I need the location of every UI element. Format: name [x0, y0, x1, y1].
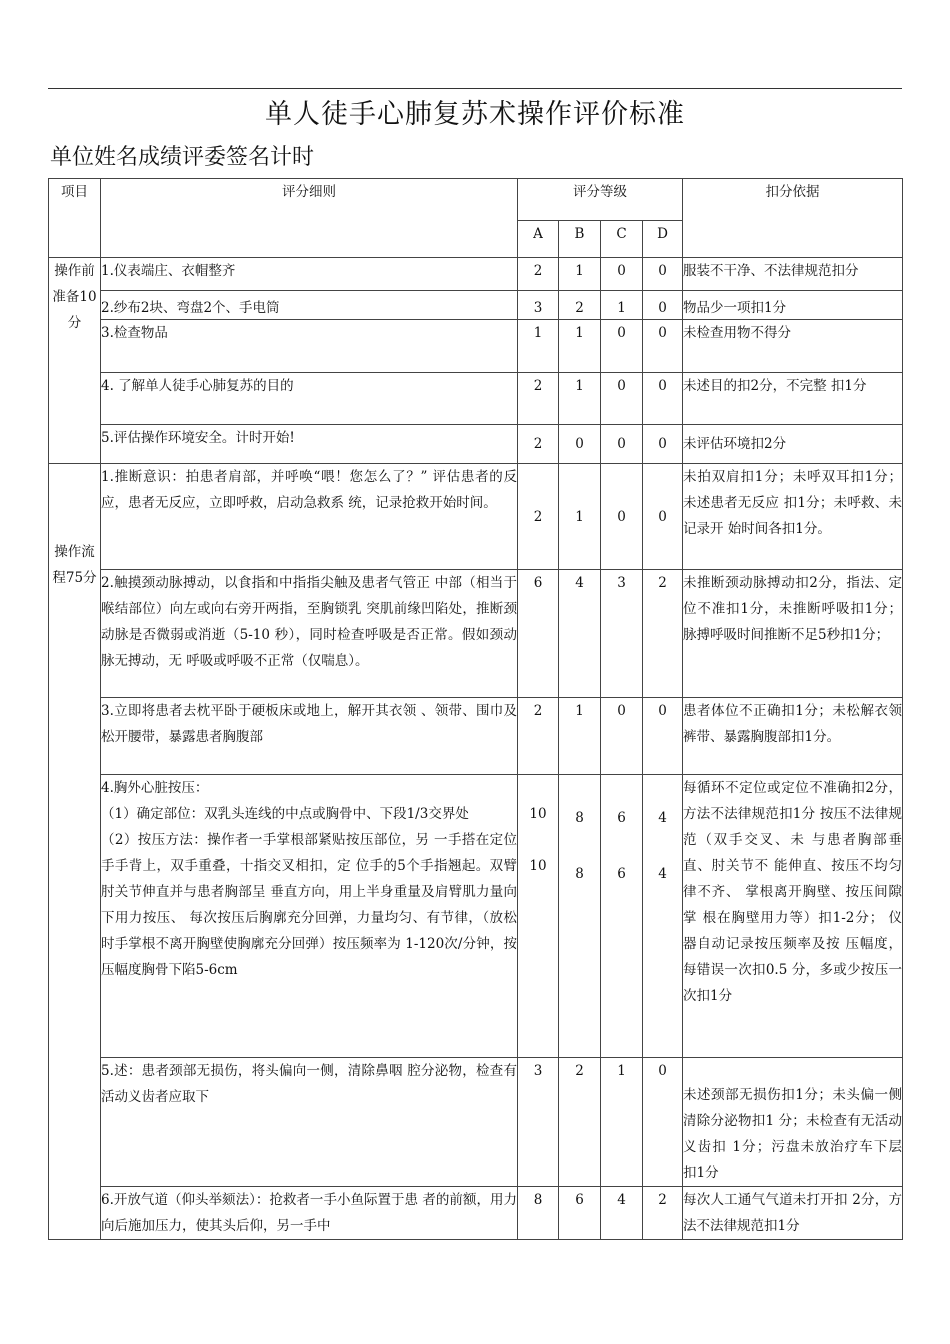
basis-text: 未述颈部无损伤扣1分；未头偏一侧清除分泌物扣1 分；未检查有无活动义齿扣 1分；污盘未放治疗车下层 扣1分 [683, 1058, 903, 1187]
score-d: 0 [643, 464, 683, 570]
score-b: 1 [559, 464, 601, 570]
item-text: 6.开放气道（仰头举颏法）：抢救者一手小鱼际置于患 者的前额，用力向后施加压力，使其头后仰，另一手中 [101, 1187, 518, 1240]
score-value: 4 [658, 866, 667, 882]
basis-text: 未评估环境扣2分 [683, 425, 903, 464]
score-value: 6 [617, 810, 626, 826]
score-b: 1 [559, 258, 601, 291]
score-a: 2 [518, 373, 559, 425]
item-text: 1.仪表端庄、衣帽整齐 [101, 258, 518, 291]
score-a [518, 775, 559, 1058]
score-d: 0 [643, 373, 683, 425]
score-b: 2 [559, 1058, 601, 1187]
score-b: 0 [559, 425, 601, 464]
grade-b: B [559, 221, 601, 258]
table-row [49, 425, 903, 464]
score-a: 6 [518, 570, 559, 698]
score-value: 8 [575, 866, 584, 882]
table-row [49, 320, 903, 373]
score-a: 8 [518, 1187, 559, 1240]
category-preparation: 操作前准备10分 [49, 258, 101, 464]
score-c: 1 [601, 1058, 643, 1187]
document-subtitle: 单位姓名成绩评委签名计时 [50, 145, 315, 170]
score-c: 0 [601, 320, 643, 373]
item-text: 2.纱布2块、弯盘2个、手电筒 [101, 291, 518, 320]
table-row [49, 698, 903, 775]
score-a: 3 [518, 1058, 559, 1187]
grade-c: C [601, 221, 643, 258]
score-b: 6 [559, 1187, 601, 1240]
header-basis: 扣分依据 [683, 179, 903, 258]
score-d: 0 [643, 698, 683, 775]
header-row [49, 179, 903, 221]
table-row [49, 570, 903, 698]
header-detail: 评分细则 [101, 179, 518, 258]
document-title: 单人徒手心肺复苏术操作评价标准 [265, 99, 685, 130]
score-b: 2 [559, 291, 601, 320]
table-row [49, 1187, 903, 1240]
basis-text: 未检查用物不得分 [683, 320, 903, 373]
score-a: 2 [518, 698, 559, 775]
score-b: 1 [559, 320, 601, 373]
table-row [49, 373, 903, 425]
score-c: 0 [601, 464, 643, 570]
score-d: 0 [643, 291, 683, 320]
score-a: 2 [518, 425, 559, 464]
score-d: 0 [643, 258, 683, 291]
item-text: 5.评估操作环境安全。计时开始! [101, 425, 518, 464]
top-rule [48, 88, 902, 89]
score-c: 0 [601, 425, 643, 464]
table-row [49, 1058, 903, 1187]
score-a: 1 [518, 320, 559, 373]
grade-d: D [643, 221, 683, 258]
table-row [49, 464, 903, 570]
score-d [643, 775, 683, 1058]
basis-text: 未述目的扣2分，不完整 扣1分 [683, 373, 903, 425]
item-text: 5.述：患者颈部无损伤，将头偏向一侧，清除鼻咽 腔分泌物，检查有活动义齿者应取下 [101, 1058, 518, 1187]
category-procedure: 操作流程75分 [49, 464, 101, 1240]
basis-text: 每循环不定位或定位不准确扣2分，方法不法律规范扣1分 按压不法律规范（双手交叉、未 与患者胸部垂直、肘关节不 能伸直、按压不均匀律不齐、 掌根离开胸壁、按压间隙掌 根在胸壁用力等）扣1-2分； 仪器自动记录按压频率及按 压幅度，每错误一次扣0.5 分，多或少按压一次扣1分 [683, 775, 903, 1058]
score-value: 4 [658, 810, 667, 826]
grade-a: A [518, 221, 559, 258]
basis-text: 每次人工通气气道未打开扣 2分，方法不法律规范扣1分 [683, 1187, 903, 1240]
score-value: 6 [617, 866, 626, 882]
score-b [559, 775, 601, 1058]
basis-text: 未推断颈动脉搏动扣2分，指法、定位不准扣1分，未推断呼吸扣1分；脉搏呼吸时间推断不足5秒扣1分； [683, 570, 903, 698]
score-c [601, 775, 643, 1058]
score-a: 2 [518, 258, 559, 291]
score-c: 1 [601, 291, 643, 320]
score-d: 2 [643, 1187, 683, 1240]
score-b: 1 [559, 698, 601, 775]
header-project: 项目 [49, 179, 101, 258]
table-row [49, 258, 903, 291]
score-d: 2 [643, 570, 683, 698]
table-row [49, 291, 903, 320]
header-grade: 评分等级 [518, 179, 683, 221]
item-compression [101, 775, 518, 1058]
basis-text: 物品少一项扣1分 [683, 291, 903, 320]
item-text: 3.检查物品 [101, 320, 518, 373]
score-value: 8 [575, 810, 584, 826]
score-a: 3 [518, 291, 559, 320]
score-value: 10 [529, 858, 547, 874]
score-b: 1 [559, 373, 601, 425]
scoring-table [48, 178, 903, 1240]
item-text: 2.触摸颈动脉搏动，以食指和中指指尖触及患者气管正 中部（相当于喉结部位）向左或向右旁开两指，至胸锁乳 突肌前缘凹陷处，推断颈动脉是否微弱或消逝（5-10 秒），同时检查呼吸是否正常。假如颈动脉无搏动，无 呼吸或呼吸不正常（仅喘息）。 [101, 570, 518, 698]
score-d: 0 [643, 425, 683, 464]
score-c: 0 [601, 373, 643, 425]
score-a: 2 [518, 464, 559, 570]
item-subtext: （1）确定部位：双乳头连线的中点或胸骨中、下段1/3交界处 [101, 806, 469, 822]
basis-text: 服装不干净、不法律规范扣分 [683, 258, 903, 291]
score-d: 0 [643, 1058, 683, 1187]
item-text: 3.立即将患者去枕平卧于硬板床或地上，解开其衣领 、领带、围巾及松开腰带，暴露患者胸腹部 [101, 698, 518, 775]
item-subtext: （2）按压方法：操作者一手掌根部紧贴按压部位，另 一手搭在定位手手背上，双手重叠，十指交叉相扣，定 位手的5个手指翘起。双臂肘关节伸直并与患者胸部呈 垂直方向，用上半身重量及肩臂肌力量向下用力按压、 每次按压后胸廓充分回弹，力量均匀、有节律，（放松 时手掌根不离开胸壁使胸廓充分回弹）按压频率为 1-120次/分钟，按压幅度胸骨下陷5-6cm [101, 832, 517, 978]
basis-text: 未拍双肩扣1分；未呼双耳扣1分；未述患者无反应 扣1分；未呼救、未记录开 始时间各扣1分。 [683, 464, 903, 570]
score-d: 0 [643, 320, 683, 373]
score-value: 10 [529, 806, 547, 822]
item-text: 1.推断意识：拍患者肩部，并呼唤“喂！您怎么了？” 评估患者的反应，患者无反应，立即呼救，启动急救系 统，记录抢救开始时间。 [101, 464, 518, 570]
score-b: 4 [559, 570, 601, 698]
basis-text: 患者体位不正确扣1分；未松解衣领裤带、暴露胸腹部扣1分。 [683, 698, 903, 775]
score-c: 0 [601, 698, 643, 775]
score-c: 3 [601, 570, 643, 698]
item-text: 4. 了解单人徒手心肺复苏的目的 [101, 373, 518, 425]
table-row [49, 775, 903, 1058]
score-c: 0 [601, 258, 643, 291]
item-text: 4.胸外心脏按压： [101, 780, 209, 796]
score-c: 4 [601, 1187, 643, 1240]
